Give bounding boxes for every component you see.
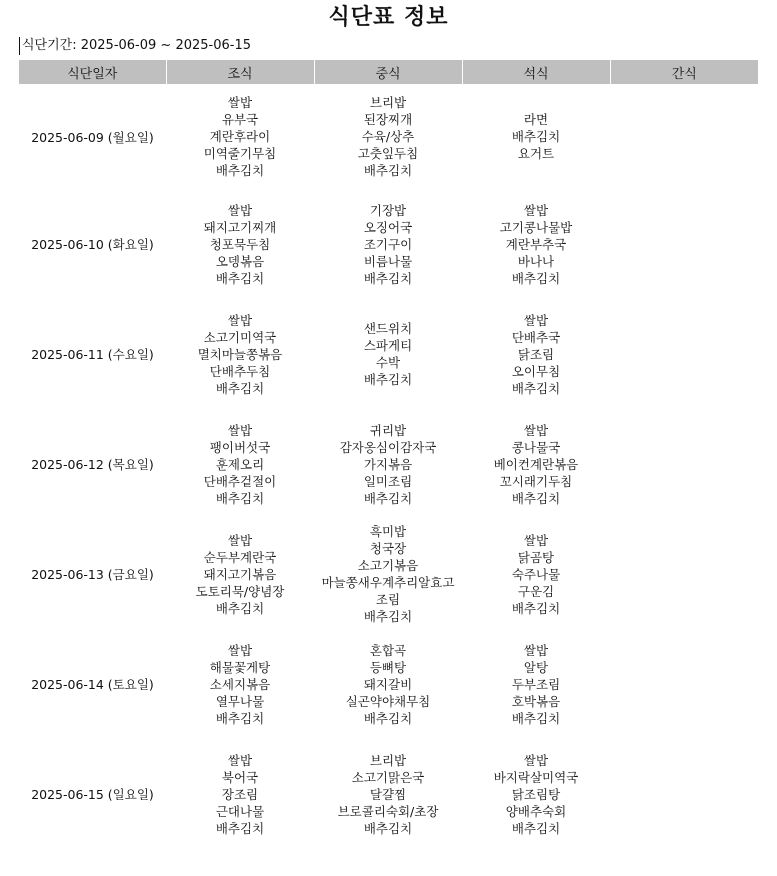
menu-item: 쌀밥 xyxy=(227,202,253,218)
menu-item: 배추김치 xyxy=(511,380,561,396)
menu-item: 북어국 xyxy=(221,769,259,785)
header-date: 식단일자 xyxy=(19,60,166,84)
table-row xyxy=(19,629,758,739)
lunch-cell xyxy=(314,299,462,409)
menu-item: 쌀밥 xyxy=(523,752,549,768)
menu-item: 돼지갈비 xyxy=(363,676,413,692)
menu-item: 귀리밥 xyxy=(369,422,407,438)
day-date: 2025-06-14 (토요일) xyxy=(31,677,154,692)
menu-item: 브리밥 xyxy=(369,95,407,110)
menu-item: 콩나물국 xyxy=(511,439,561,455)
menu-item: 소세지볶음 xyxy=(209,676,271,692)
menu-item: 달걀찜 xyxy=(369,786,407,802)
header-lunch: 중식 xyxy=(314,60,462,84)
menu-item: 꼬시래기두침 xyxy=(499,473,573,489)
menu-item: 쌀밥 xyxy=(227,752,253,768)
menu-item: 열무나물 xyxy=(215,693,265,709)
menu-item: 흑미밥 xyxy=(369,524,407,539)
menu-item: 바지락살미역국 xyxy=(493,769,579,785)
menu-table-body xyxy=(19,84,758,849)
menu-item: 마늘쫑새우계추리알효고 xyxy=(321,575,455,590)
menu-item: 배추김치 xyxy=(215,380,265,396)
menu-item: 오뎅볶음 xyxy=(215,253,265,269)
dinner-cell xyxy=(462,409,610,519)
table-row xyxy=(19,84,758,189)
snack-cell xyxy=(610,299,758,409)
lunch-cell xyxy=(314,739,462,849)
dinner-cell xyxy=(462,519,610,629)
menu-table xyxy=(19,60,758,849)
menu-item: 기장밥 xyxy=(369,202,407,218)
menu-item: 단배추국 xyxy=(511,329,561,345)
breakfast-cell xyxy=(166,84,314,189)
menu-item: 단배추두침 xyxy=(209,363,271,379)
day-date: 2025-06-09 (월요일) xyxy=(31,129,154,145)
menu-item: 소고기볶음 xyxy=(357,558,419,573)
menu-item: 배추김치 xyxy=(363,372,413,387)
day-date: 2025-06-12 (목요일) xyxy=(31,457,154,472)
menu-item: 된장찌개 xyxy=(363,112,413,127)
dinner-cell xyxy=(462,299,610,409)
snack-cell xyxy=(610,409,758,519)
menu-item: 샌드위치 xyxy=(363,321,413,336)
menu-item: 배추김치 xyxy=(363,609,413,624)
breakfast-cell xyxy=(166,189,314,299)
menu-item: 멸치마늘쫑볶음 xyxy=(197,346,283,362)
day-date: 2025-06-13 (금요일) xyxy=(31,567,154,582)
snack-cell xyxy=(610,189,758,299)
menu-item: 실곤약야채무침 xyxy=(345,693,431,709)
day-date: 2025-06-11 (수요일) xyxy=(31,347,154,362)
breakfast-cell xyxy=(166,299,314,409)
menu-item: 배추김치 xyxy=(215,490,265,506)
menu-item: 쌀밥 xyxy=(523,532,549,548)
menu-item: 장조림 xyxy=(221,786,259,802)
menu-item: 호박볶음 xyxy=(511,693,561,709)
menu-item: 배추김치 xyxy=(511,600,561,616)
breakfast-cell xyxy=(166,519,314,629)
breakfast-cell xyxy=(166,739,314,849)
menu-item: 라면 xyxy=(523,112,549,127)
snack-cell xyxy=(610,519,758,629)
menu-item: 구운김 xyxy=(517,583,555,599)
menu-item: 쌀밥 xyxy=(227,312,253,328)
menu-item: 돼지고기볶음 xyxy=(203,566,277,582)
menu-item: 유부국 xyxy=(221,112,259,127)
menu-item: 쌀밥 xyxy=(523,642,549,658)
menu-item: 훈제오리 xyxy=(215,456,265,472)
breakfast-cell xyxy=(166,409,314,519)
header-dinner: 석식 xyxy=(462,60,610,84)
menu-item: 쌀밥 xyxy=(523,202,549,218)
menu-item: 조림 xyxy=(375,592,401,607)
menu-item: 순두부계란국 xyxy=(203,549,277,565)
menu-item: 스파게티 xyxy=(363,338,413,353)
lunch-cell xyxy=(314,409,462,519)
breakfast-cell xyxy=(166,629,314,739)
menu-item: 배추김치 xyxy=(363,270,413,286)
menu-period: 식단기간: 2025-06-09 ~ 2025-06-15 xyxy=(19,37,251,55)
menu-item: 오이무침 xyxy=(511,363,561,379)
table-row xyxy=(19,519,758,629)
menu-item: 브리밥 xyxy=(369,752,407,768)
menu-item: 배추김치 xyxy=(511,490,561,506)
lunch-cell xyxy=(314,519,462,629)
dinner-cell xyxy=(462,84,610,189)
menu-item: 닭곰탕 xyxy=(517,549,555,565)
menu-table-header xyxy=(19,60,758,84)
snack-cell xyxy=(610,84,758,189)
menu-item: 양배추숙회 xyxy=(505,803,567,819)
menu-item: 계란후라이 xyxy=(209,129,271,144)
menu-item: 수박 xyxy=(375,355,401,370)
menu-item: 소고기미역국 xyxy=(203,329,277,345)
menu-item: 쌀밥 xyxy=(227,642,253,658)
menu-item: 배추김치 xyxy=(215,600,265,616)
menu-item: 청국장 xyxy=(369,541,407,556)
menu-item: 단배추겉절이 xyxy=(203,473,277,489)
menu-item: 배추김치 xyxy=(363,820,413,836)
header-snack: 간식 xyxy=(610,60,758,84)
menu-item: 근대나물 xyxy=(215,803,265,819)
menu-item: 오징어국 xyxy=(363,219,413,235)
table-row xyxy=(19,739,758,849)
menu-item: 비름나물 xyxy=(363,253,413,269)
header-row xyxy=(19,60,758,84)
snack-cell xyxy=(610,739,758,849)
lunch-cell xyxy=(314,629,462,739)
menu-item: 도토리묵/양념장 xyxy=(195,583,285,599)
snack-cell xyxy=(610,629,758,739)
menu-item: 감자옹심이감자국 xyxy=(339,439,437,455)
menu-item: 등뼈탕 xyxy=(369,659,407,675)
menu-item: 알탕 xyxy=(523,659,549,675)
dinner-cell xyxy=(462,739,610,849)
menu-item: 미역줄기무침 xyxy=(203,146,277,161)
menu-item: 배추김치 xyxy=(363,710,413,726)
menu-item: 청포묵두침 xyxy=(209,236,271,252)
menu-item: 배추김치 xyxy=(363,490,413,506)
menu-item: 바나나 xyxy=(517,253,555,269)
menu-item: 돼지고기찌개 xyxy=(203,219,277,235)
menu-item: 배추김치 xyxy=(215,820,265,836)
menu-item: 배추김치 xyxy=(511,820,561,836)
menu-item: 배추김치 xyxy=(215,710,265,726)
menu-item: 해물꽃게탕 xyxy=(209,659,271,675)
menu-item: 배추김치 xyxy=(215,270,265,286)
menu-item: 고춧잎두침 xyxy=(357,146,419,161)
day-date: 2025-06-10 (화요일) xyxy=(31,237,154,252)
menu-item: 두부조림 xyxy=(511,676,561,692)
menu-item: 가지볶음 xyxy=(363,456,413,472)
menu-item: 닭조림탕 xyxy=(511,786,561,802)
menu-item: 수육/상추 xyxy=(361,129,415,144)
menu-item: 쌀밥 xyxy=(227,532,253,548)
menu-item: 배추김치 xyxy=(511,270,561,286)
lunch-cell xyxy=(314,84,462,189)
menu-item: 계란부추국 xyxy=(505,236,567,252)
menu-item: 닭조림 xyxy=(517,346,555,362)
menu-item: 숙주나물 xyxy=(511,566,561,582)
page-title: 식단표 정보 xyxy=(328,5,449,30)
menu-item: 요거트 xyxy=(517,146,555,161)
menu-item: 배추김치 xyxy=(363,163,413,178)
menu-item: 쌀밥 xyxy=(227,95,253,110)
dinner-cell xyxy=(462,629,610,739)
menu-item: 고기콩나물밥 xyxy=(499,219,573,235)
lunch-cell xyxy=(314,189,462,299)
menu-item: 브로콜리숙회/초장 xyxy=(337,803,439,819)
header-breakfast: 조식 xyxy=(166,60,314,84)
menu-item: 배추김치 xyxy=(511,129,561,144)
table-row xyxy=(19,299,758,409)
menu-item: 조기구이 xyxy=(363,236,413,252)
day-date: 2025-06-15 (일요일) xyxy=(31,787,154,802)
menu-item: 베이컨계란볶음 xyxy=(493,456,579,472)
menu-item: 혼합곡 xyxy=(369,642,407,658)
menu-item: 일미조림 xyxy=(363,473,413,489)
menu-item: 소고기맑은국 xyxy=(351,769,425,785)
dinner-cell xyxy=(462,189,610,299)
menu-item: 팽이버섯국 xyxy=(209,439,271,455)
menu-item: 쌀밥 xyxy=(523,422,549,438)
menu-item: 배추김치 xyxy=(511,710,561,726)
table-row xyxy=(19,189,758,299)
menu-item: 쌀밥 xyxy=(227,422,253,438)
table-row xyxy=(19,409,758,519)
menu-item: 배추김치 xyxy=(215,163,265,178)
menu-item: 쌀밥 xyxy=(523,312,549,328)
